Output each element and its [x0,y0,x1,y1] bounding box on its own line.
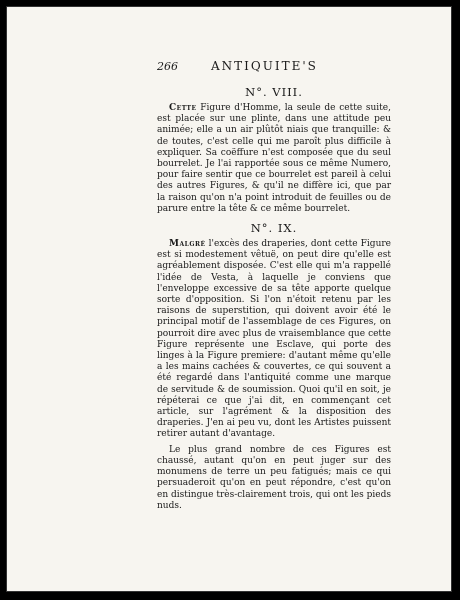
page-content [157,59,391,516]
book-page [6,6,452,592]
section-viii-lead-word: Cette [169,103,197,113]
section-heading-viii: N°. VIII. [245,85,303,99]
section-ix-lead-word: Malgré [169,239,206,250]
running-head: ANTIQUITE'S [211,59,318,73]
closing-paragraph: Le plus grand nombre de ces Figures est chaussé, autant qu'on en peut juger sur des monumens de terre un peu fatigués; mais ce qui persuaderoit qu'on en peut répondre, c'est qu'on en distingue très-clairement trois, qui ont les pieds nuds. [157,444,391,511]
section-viii-paragraph [157,103,391,215]
page-header [157,59,391,79]
section-viii-text: Figure d'Homme, la seule de cette suite, est placée sur une plinte, dans une attitude peu animée; elle a un air plûtôt niais que tranquille: & de toutes, c'est celle qui me paroît plus difficile à expliquer. Sa coëffure n'est composée que du seul bourrelet. Je l'ai rapportée sous ce même Numero, pour faire sentir que ce bourrelet est pareil à celui des autres Figures, & qu'il ne diffère ici, que par la raison qu'on n'a point introduit de feuilles ou de parure entre la tête & ce même bourrelet. [157,103,391,214]
section-heading-ix: N°. IX. [250,221,298,236]
page-number: 266 [157,60,178,73]
section-ix-text: l'excès des draperies, dont cette Figure est si modestement vêtuë, on peut dire qu'elle est agréablement disposée. C'est elle qui m'a rappellé l'idée de Vesta, à laquelle je conviens que l'enveloppe excessive de sa tête apporte quelque sorte d'opposition. Si l'on n'étoit retenu par les raisons de superstition, qui doivent avoir été le principal motif de l'assemblage de ces Figures, on pourroit dire avec plus de vraisemblance que cette Figure représente une Esclave, qui porte des linges à la Figure premiere: d'autant même qu'elle a les mains cachées & couvertes, ce qui souvent a été regardé dans l'antiquité comme une marque de servitude & de soumission. Quoi qu'il en soit, je répéterai ce que j'ai dit, en commençant cet article, sur l'agrément & la disposition des draperies. J'en ai peu vu, dont les Artistes puissent retirer autant d'avantage. [157,239,391,440]
section-ix-paragraph [157,239,391,441]
